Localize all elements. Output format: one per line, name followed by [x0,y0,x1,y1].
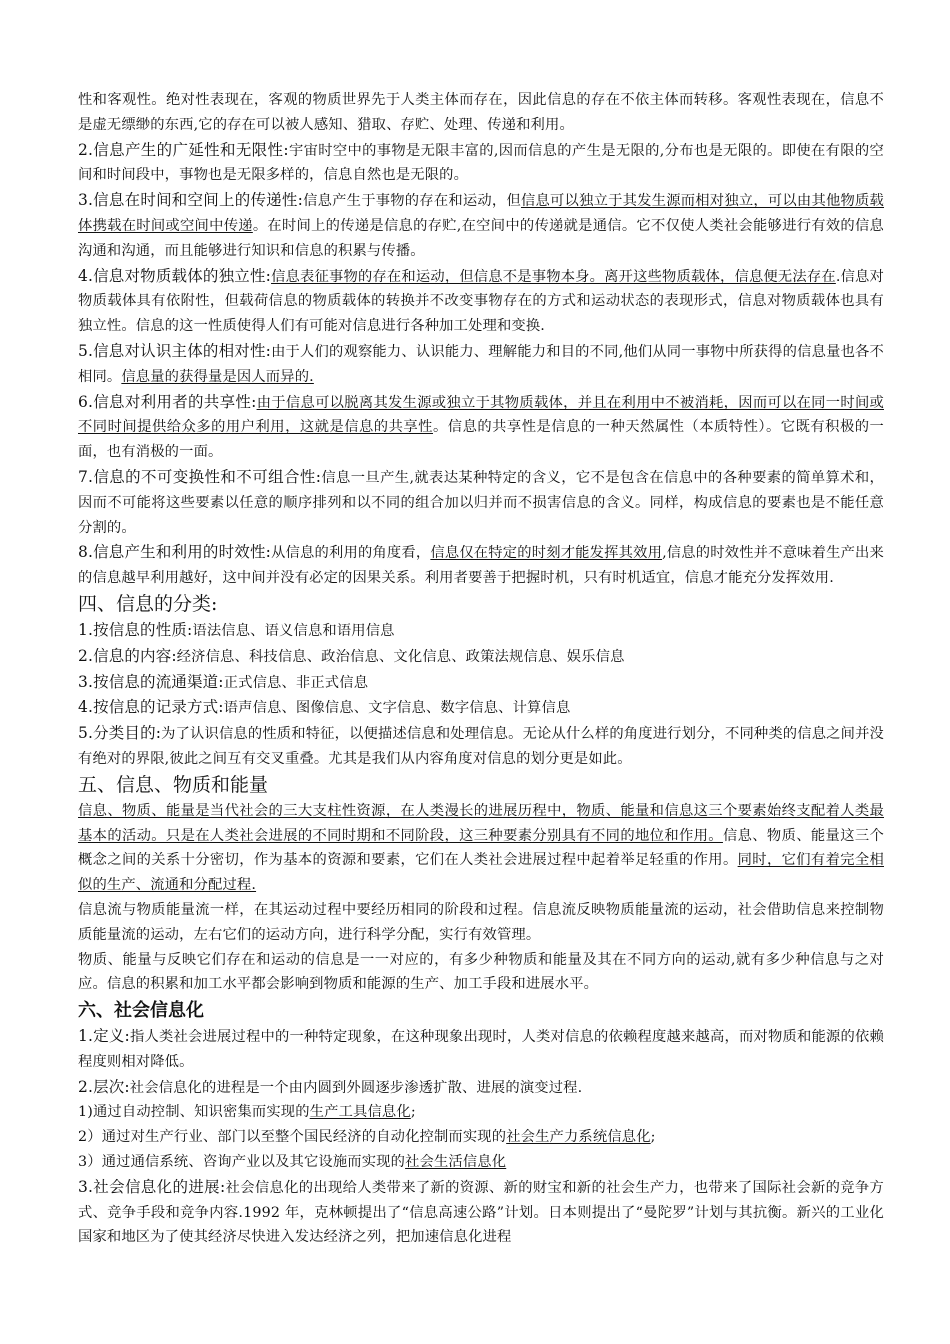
underlined-text: 信息量的获得量是因人而异的. [121,368,314,385]
item-text: 社会信息化的进程是一个由内圆到外圆逐步渗透扩散、进展的演变过程. [129,1079,583,1096]
item-text: ; [410,1104,416,1121]
item-text: 正式信息、非正式信息 [223,674,369,691]
document-page [78,88,884,1250]
item-text: 。信息的共享性是信息的一种天然属性（本质特性）。它既有积极的一面，也有消极的一面。 [78,419,884,461]
class-item-2 [78,644,884,670]
item-2 [78,138,884,189]
underlined-text: 信息仅在特定的时刻才能发挥其效用 [430,545,663,562]
info-subitem-2 [78,1125,884,1150]
paragraph-continuation: 性和客观性。绝对性表现在，客观的物质世界先于人类主体而存在，因此信息的存在不依主体而转移。客观性表现在，信息不是虚无缥缈的东西,它的存在可以被人感知、猎取、存贮、处理、传递和利用。 [78,92,884,133]
matter-paragraph-1 [78,799,884,898]
underlined-text: 社会生产力系统信息化 [506,1129,651,1146]
item-text: 为了认识信息的性质和特征，以便描述信息和处理信息。无论从什么样的角度进行划分，不同种类的信息之间并没有绝对的界限,彼此之间互有交叉重叠。尤其是我们从内容角度对信息的划分更是如此。 [78,726,885,767]
item-text: 社会信息化的出现给人类带来了新的资源、新的财宝和新的社会生产力，也带来了国际社会新的竞争方式、竞争手段和竞争内容.1992 年，克林顿提出了“信息高速公路”计划。日本则提出了“曼陀罗”计划与其抗衡。新兴的工业化国家和地区为了使其经济尽快进入发达经济之列，把加速信息化进程 [78,1179,884,1246]
item-lead: 5.信息对认识主体的相对性: [78,341,272,360]
underlined-text: 信息、物质、能量是当代社会的三大支柱性资源，在人类漫长的进展历程中，物质、能量和信息这三个要素始终支配着人类最基本的活动。只是在人类社会进展的不同时期和不同阶段，这三种要素分别具有不同的地位和作用。 [78,802,884,844]
info-subitem-3 [78,1150,884,1175]
paragraph-text: 信息、物质、能量这三个概念之间的关系十分密切，作为基本的资源和要素，它们在人类社会进展过程中起着举足轻重的作用。 [78,827,884,869]
item-text: 信息产生于事物的存在和运动，但 [303,193,521,210]
underlined-text: 信息可以独立于其发生源而相对独立，可以由其他物质载体携载在时间或空间中传递 [78,193,885,234]
item-lead: 4.按信息的记录方式: [78,698,224,717]
class-item-3 [78,670,884,696]
class-item-1 [78,618,884,644]
item-lead: 7.信息的不可变换性和不可组合性: [78,467,322,486]
info-subitem-1 [78,1100,884,1125]
item-text: 1)通过自动控制、知识密集而实现的 [78,1104,310,1121]
item-text: 3）通过通信系统、咨询产业以及其它设施而实现的 [78,1154,406,1171]
item-4 [78,264,884,339]
item-lead: 3.信息在时间和空间上的传递性: [78,191,304,210]
item-lead: 3.按信息的流通渠道: [78,672,224,691]
info-item-2 [78,1075,884,1101]
item-lead: 2.信息产生的广延性和无限性: [78,140,289,159]
section-heading-matter-energy: 五、信息、物质和能量 [78,773,269,796]
item-7 [78,465,884,540]
item-text: 语法信息、语义信息和语用信息 [192,622,395,639]
item-lead: 5.分类目的: [78,724,162,743]
item-lead: 3.社会信息化的进展: [78,1177,226,1196]
item-5 [78,339,884,390]
item-text: .信息对物质载体具有依附性，但载荷信息的物质载体的转换并不改变事物存在的方式和运动状态的表现形式，信息对物质载体也具有独立性。信息的这一性质使得人们有可能对信息进行各种加工处理和变换. [78,268,884,335]
item-3 [78,188,884,263]
info-item-3 [78,1175,884,1250]
underlined-text: 信息表征事物的存在和运动，但信息不是事物本身。离开这些物质载体，信息便无法存在 [271,268,836,285]
item-lead: 8.信息产生和利用的时效性: [78,543,272,562]
item-text: 由于人们的观察能力、认识能力、理解能力和目的不同,他们从同一事物中所获得的信息量也各不相同。 [78,343,884,385]
item-lead: 6.信息对利用者的共享性: [78,392,257,411]
item-text: 。在时间上的传递是信息的存贮,在空间中的传递就是通信。它不仅使人类社会能够进行有效的信息沟通和沟通，而且能够进行知识和信息的积累与传播。 [78,217,884,259]
item-lead: 1.按信息的性质: [78,620,193,639]
item-8 [78,540,884,591]
item-text: 从信息的利用的角度看， [271,545,431,562]
underlined-text: 社会生活信息化 [405,1154,507,1171]
section-heading-informatization: 六、社会信息化 [78,1000,204,1022]
item-text: 2）通过对生产行业、部门以至整个国民经济的自动化控制而实现的 [78,1129,507,1146]
item-6 [78,390,884,465]
item-text: 指人类社会进展过程中的一种特定现象，在这种现象出现时，人类对信息的依赖程度越来越高，而对物质和能源的依赖程度则相对降低。 [78,1029,885,1070]
underlined-text: 同时，它们有着完全相似的生产、流通和分配过程. [78,852,884,894]
info-item-1 [78,1024,884,1075]
item-text: ,信息的时效性并不意味着生产出来的信息越早利用越好，这中间并没有必定的因果关系。利用者要善于把握时机，只有时机适宜，信息才能充分发挥效用. [78,545,884,587]
underlined-text: 生产工具信息化 [309,1104,411,1121]
item-text: 经济信息、科技信息、政治信息、文化信息、政策法规信息、娱乐信息 [176,648,625,665]
matter-paragraph-2: 信息流与物质能量流一样，在其运动过程中要经历相同的阶段和过程。信息流反映物质能量流的运动，社会借助信息来控制物质能量流的运动，左右它们的运动方向，进行科学分配，实行有效管理。 [78,901,884,943]
class-item-4 [78,695,884,721]
underlined-text: 由于信息可以脱离其发生源或独立于其物质载体，并且在利用中不被消耗，因而可以在同一时间或不同时间提供给众多的用户利用，这就是信息的共享性 [78,394,884,436]
item-text: 语声信息、图像信息、文字信息、数字信息、计算信息 [223,700,571,717]
section-heading-classification: 四、信息的分类: [78,592,218,615]
item-text: 宇宙时空中的事物是无限丰富的,因而信息的产生是无限的,分布也是无限的。即使在有限的空间和时间段中，事物也是无限多样的，信息自然也是无限的。 [78,142,885,184]
item-text: ; [650,1129,656,1146]
matter-paragraph-3: 物质、能量与反映它们存在和运动的信息是一一对应的，有多少种物质和能量及其在不同方向的运动,就有多少种信息与之对应。信息的积累和加工水平都会影响到物质和能源的生产、加工手段和进展水平。 [78,951,884,993]
item-lead: 4.信息对物质载体的独立性: [78,266,272,285]
class-item-5 [78,721,884,772]
item-lead: 2.信息的内容: [78,646,177,665]
item-lead: 2.层次: [78,1077,130,1096]
item-lead: 1.定义: [78,1027,130,1046]
item-text: 信息一旦产生,就表达某种特定的含义，它不是包含在信息中的各种要素的简单算术和，因而不可能将这些要素以任意的顺序排列和以不同的组合加以归并而不损害信息的含义。同样，构成信息的要素也是不能任意分割的。 [78,469,885,536]
